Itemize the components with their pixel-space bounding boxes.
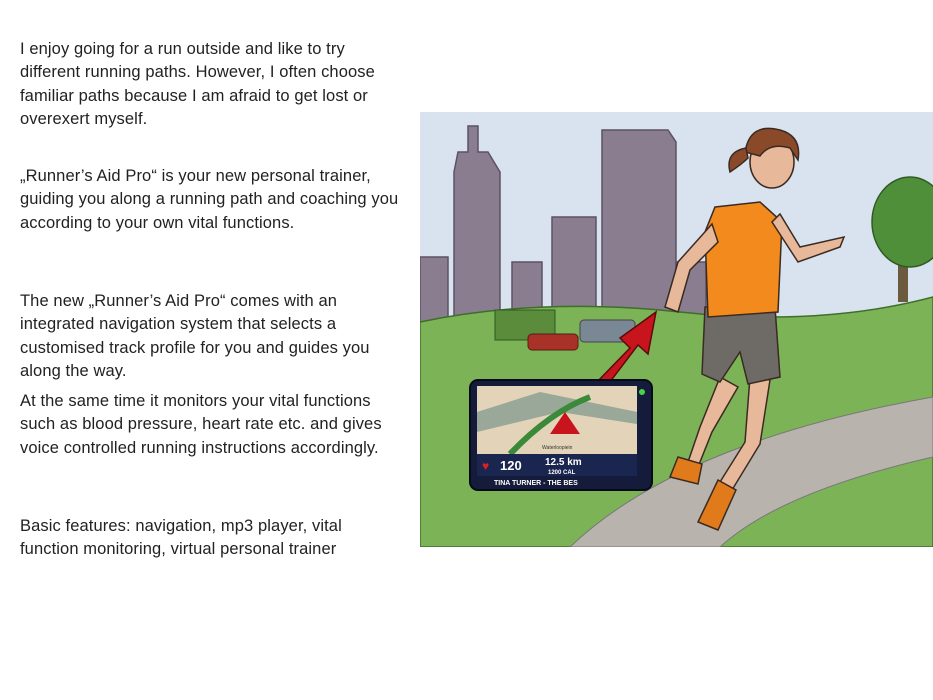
gps-distance: 12.5 km xyxy=(545,457,582,468)
paragraph-intro: „Runner’s Aid Pro“ is your new personal trainer, guiding you along a running path and coaching you according to your own vital functions. xyxy=(20,167,399,232)
gps-track: TINA TURNER - THE BES xyxy=(494,480,578,487)
paragraph-monitoring: At the same time it monitors your vital functions such as blood pressure, heart rate etc. and gives voice controlled running instructions accordingly. xyxy=(20,392,382,457)
paragraph-features: Basic features: navigation, mp3 player, vital function monitoring, virtual personal trainer xyxy=(20,517,342,559)
runner-sketch xyxy=(420,112,933,547)
paragraph-navigation: The new „Runner’s Aid Pro“ comes with an integrated navigation system that selects a customised track profile for you and guides you along the way. xyxy=(20,292,370,380)
gps-heart-rate: 120 xyxy=(500,458,522,473)
gps-street: Waterloopiein xyxy=(542,445,573,451)
runner-illustration xyxy=(420,112,933,547)
svg-text:♥: ♥ xyxy=(482,459,490,473)
gps-device xyxy=(470,380,652,490)
gps-calories: 1200 CAL xyxy=(548,470,576,476)
paragraph-problem: I enjoy going for a run outside and like to try different running paths. However, I often choose familiar paths because I am afraid to get lost or overexert myself. xyxy=(20,40,375,128)
